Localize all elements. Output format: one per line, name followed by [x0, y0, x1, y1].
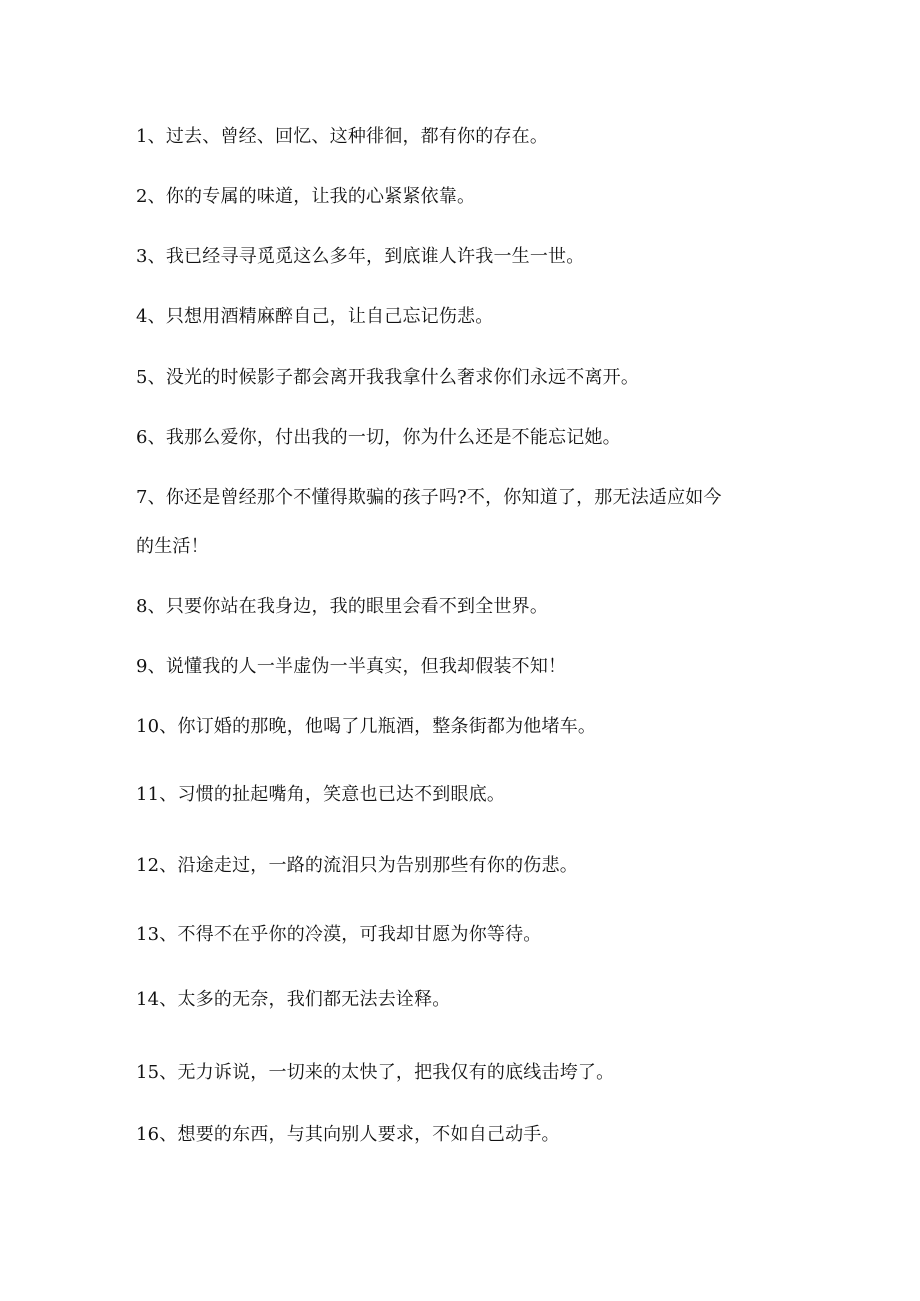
text-line-12: 12、沿途走过，一路的流泪只为告别那些有你的伤悲。 [136, 855, 578, 876]
text-line-8: 8、只要你站在我身边，我的眼里会看不到全世界。 [136, 596, 549, 617]
text-line-3: 3、我已经寻寻觅觅这么多年，到底谁人许我一生一世。 [136, 246, 585, 267]
text-line-13: 13、不得不在乎你的冷漠，可我却甘愿为你等待。 [136, 924, 542, 945]
text-line-7-continued: 的生活！ [136, 536, 209, 557]
text-line-6: 6、我那么爱你，付出我的一切，你为什么还是不能忘记她。 [136, 427, 621, 448]
text-line-1: 1、过去、曾经、回忆、这种徘徊，都有你的存在。 [136, 126, 549, 147]
text-line-2: 2、你的专属的味道，让我的心紧紧依靠。 [136, 186, 476, 207]
text-line-7: 7、你还是曾经那个不懂得欺骗的孩子吗?不，你知道了，那无法适应如今 [136, 487, 722, 508]
text-line-9: 9、说懂我的人一半虚伪一半真实，但我却假装不知！ [136, 656, 567, 677]
text-line-11: 11、习惯的扯起嘴角，笑意也已达不到眼底。 [136, 784, 506, 805]
text-line-14: 14、太多的无奈，我们都无法去诠释。 [136, 989, 451, 1010]
text-line-10: 10、你订婚的那晚，他喝了几瓶酒，整条街都为他堵车。 [136, 716, 597, 737]
text-line-4: 4、只想用酒精麻醉自己，让自己忘记伤悲。 [136, 306, 494, 327]
text-line-5: 5、没光的时候影子都会离开我我拿什么奢求你们永远不离开。 [136, 367, 640, 388]
text-line-16: 16、想要的东西，与其向别人要求，不如自己动手。 [136, 1124, 560, 1145]
text-line-15: 15、无力诉说，一切来的太快了，把我仅有的底线击垮了。 [136, 1062, 615, 1083]
